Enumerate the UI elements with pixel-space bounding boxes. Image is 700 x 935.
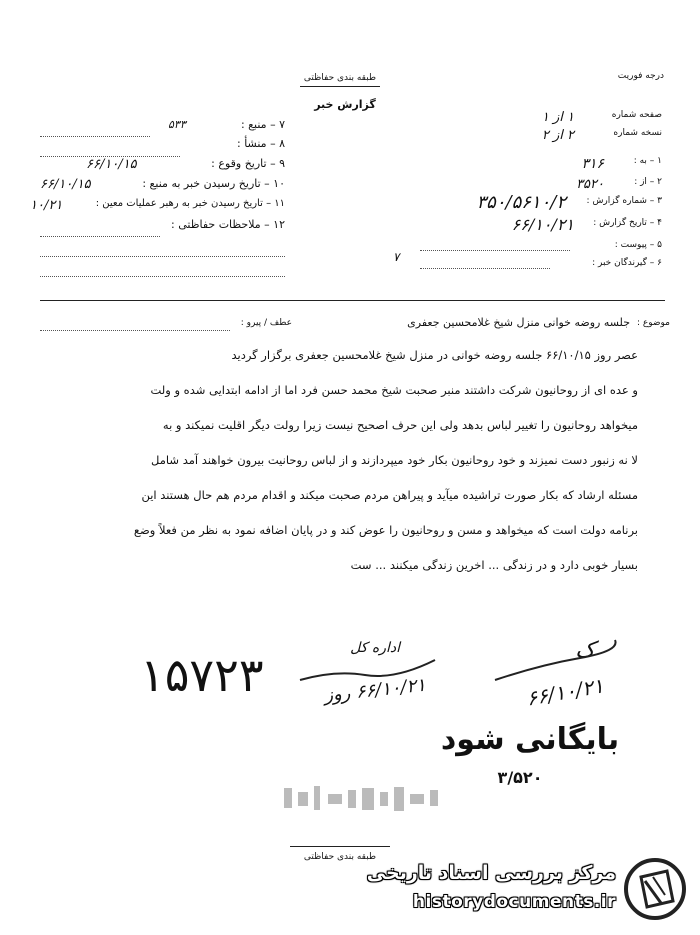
archive-code: ۳/۵۲۰ [497, 768, 543, 787]
org-name: مرکز بررسی اسناد تاریخی [366, 862, 616, 884]
dotted-line [40, 136, 150, 137]
field-label: ۱۱ – تاریخ رسیدن خبر به رهبر عملیات معین : [95, 198, 285, 209]
field-row [40, 218, 285, 236]
body-line: مسئله ارشاد که بکار صورت تراشیده میآید و پیراهن مردم صحبت میکند و اقدام مردم هم حال هستند این [141, 488, 638, 502]
note-right-date: ۶۶/۱۰/۲۱ [524, 673, 606, 711]
body-line: و عده ای از روحانیون شرکت داشتند منبر صحبت شیخ محمد حسن فرد اما از ادامه ابتدایی شده و ولت [150, 383, 638, 397]
field-row [420, 258, 662, 274]
dotted-line [40, 236, 160, 237]
field-label: ۸ – منشأ : [237, 137, 285, 150]
note-right-top: ک [575, 638, 595, 663]
field-row [420, 110, 662, 126]
archive-instruction: بایگانی شود [440, 722, 620, 757]
body-line: برنامه دولت است که میخواهد و مسن و روحانیون را عوض کند و در پایان اضافه نمود به نظر من فعلاً وضع [133, 523, 638, 537]
dotted-line [40, 256, 285, 257]
note-left-date: ۶۶/۱۰/۲۱ روز [323, 674, 427, 707]
classification-bottom: طبقه بندی حفاظتی [303, 852, 377, 862]
field-label: ۵ – پیوست : [614, 240, 662, 250]
field-label: ۷ – منبع : [240, 118, 285, 131]
field-label: ۹ – تاریخ وقوع : [211, 157, 285, 170]
footer-divider [290, 846, 390, 847]
org-url: historydocuments.ir [412, 892, 616, 912]
body-line: بسیار خوبی دارد و در زندگی ... اخرین زندگی میکنند ... ست [350, 558, 638, 572]
field-row [40, 177, 285, 195]
field-label: ۳ – شماره گزارش : [586, 196, 662, 206]
divider [300, 86, 380, 87]
field-row [420, 215, 662, 236]
side-mark: ۷ [393, 250, 400, 264]
registration-number: ۱۵۷۲۳ [140, 648, 264, 702]
field-row [420, 240, 662, 256]
body-line: عصر روز ۶۶/۱۰/۱۵ جلسه روضه خوانی در منزل شیخ غلامحسین جعفری برگزار گردید [231, 348, 638, 362]
body-line: میخواهد روحانیون را تغییر لباس بدهد ولی این حرف اصحیح نیست زیرا رولت دیگر اقلیت نمیکند و به [162, 418, 638, 432]
dotted-line [420, 250, 570, 251]
dotted-line [40, 330, 230, 331]
dotted-line [420, 268, 550, 269]
field-label: ۱۲ – ملاحظات حفاظتی : [171, 218, 285, 231]
field-value: ۵۳۳ [168, 118, 186, 131]
field-label: ۲ – از : [634, 177, 662, 187]
field-label: ۴ – تاریخ گزارش : [593, 218, 662, 228]
faded-stamp-icon [280, 782, 450, 822]
field-row [30, 198, 285, 216]
field-value: ۱۰/۲۱ [30, 198, 63, 213]
subject-text: جلسه روضه خوانی منزل شیخ غلامحسین جعفری [407, 316, 630, 329]
reference-label: عطف / پیرو : [240, 318, 292, 328]
priority-label: درجه فوریت [617, 71, 664, 81]
field-row [40, 118, 285, 136]
field-label: ۱ – به : [633, 156, 662, 166]
note-left-top: اداره کل [350, 640, 400, 656]
field-value: ۶۶/۱۰/۱۵ [40, 177, 91, 192]
dotted-line [40, 276, 285, 277]
watermark-logo [313, 852, 688, 927]
field-value: ۳۵۲۰ [576, 177, 604, 192]
handwritten-scribble-icon [295, 650, 445, 690]
field-label: صفحه شماره [611, 110, 662, 120]
field-row [420, 192, 662, 216]
field-value: ۶۶/۱۰/۱۵ [86, 157, 137, 172]
field-label: ۶ – گیرندگان خبر : [592, 258, 662, 268]
body-line: لا نه زنبور دست نمیزند و خود روحانیون بکار خود میپردازند و از لباس روحانیت بیرون خواهند آمد شامل [151, 453, 638, 467]
form-title: گزارش خبر [314, 98, 376, 111]
field-row [40, 157, 285, 175]
field-value: ۳۵۰/۵۶۱۰/۲ [476, 192, 566, 213]
document-logo-icon [623, 857, 688, 922]
field-row [420, 156, 662, 174]
field-row [420, 128, 662, 144]
field-row [40, 137, 285, 155]
field-value: ۱ از ۱ [541, 110, 574, 125]
dotted-line [40, 156, 180, 157]
field-label: نسخه شماره [613, 128, 662, 138]
field-label: ۱۰ – تاریخ رسیدن خبر به منبع : [142, 177, 285, 190]
subject-label: موضوع : [636, 318, 670, 328]
field-value: ۶۶/۱۰/۲۱ [511, 215, 574, 234]
classification-top: طبقه بندی حفاظتی [303, 73, 377, 83]
header-divider [40, 300, 665, 301]
field-value: ۳۱۶ [581, 156, 604, 172]
field-value: ۲ از ۲ [541, 128, 574, 143]
